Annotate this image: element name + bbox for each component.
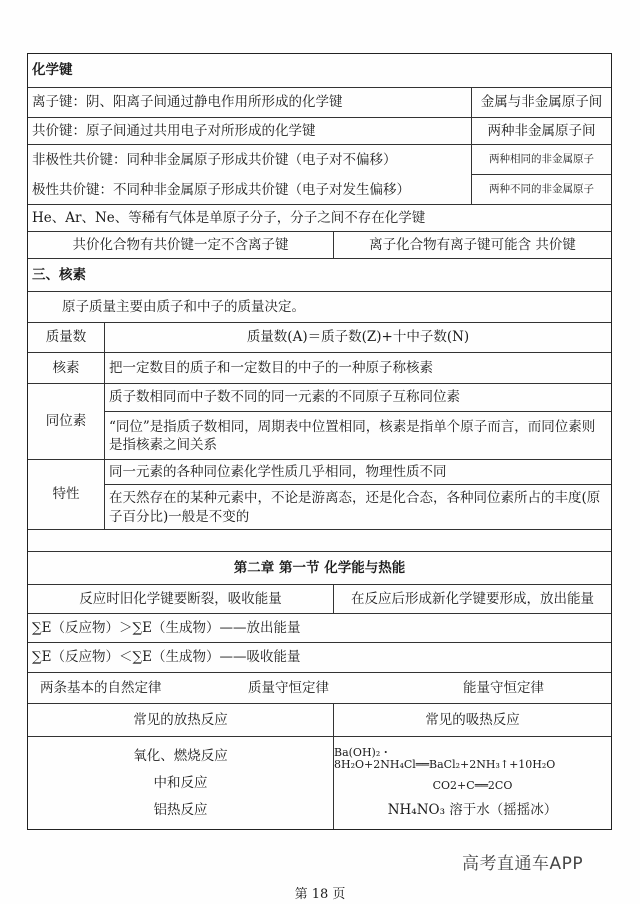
table-row — [28, 353, 611, 384]
section-heading-row — [28, 552, 611, 585]
covalent-bond-between: 两种非金属原子间 — [471, 118, 611, 144]
table-row — [28, 460, 611, 530]
nuclide-definition: 把一定数目的质子和一定数目的中子的一种原子称核素 — [104, 353, 611, 383]
property-label: 特性 — [52, 486, 80, 503]
exothermic-list — [28, 737, 333, 829]
mass-number-formula: 质量数(A)＝质子数(Z)+十中子数(N) — [104, 323, 611, 352]
table-row — [28, 614, 611, 643]
table-row — [28, 384, 611, 460]
page-number: 第 18 页 — [294, 887, 346, 902]
section-heading: 三、核素 — [32, 266, 86, 283]
exothermic-rule: ∑E（反应物）＞∑E（生成物）——放出能量 — [32, 619, 301, 636]
list-item: Ba(OH)₂・8H₂O+2NH₄Cl══BaCl₂+2NH₃↑+10H₂O — [334, 746, 556, 772]
endothermic-header: 常见的吸热反应 — [333, 704, 611, 736]
table-row — [28, 118, 611, 145]
list-item: CO2+C══2CO — [432, 778, 513, 792]
bond-form-note: 在反应后形成新化学键要形成，放出能量 — [333, 585, 611, 613]
list-item: 铝热反应 — [153, 801, 208, 818]
table-row — [28, 205, 611, 232]
content-table — [27, 53, 612, 830]
table-row — [28, 145, 611, 205]
app-watermark: 高考直通车APP — [462, 854, 584, 874]
table-row — [28, 232, 611, 259]
isotope-label: 同位素 — [45, 413, 87, 430]
isotope-note: “同位”是指质子数相同，周期表中位置相同，核素是指单个原子而言，而同位素则是指核素之间关系 — [104, 412, 611, 460]
table-row — [28, 88, 611, 118]
ionic-bond-between: 金属与非金属原子间 — [471, 88, 611, 117]
table-row — [28, 292, 611, 323]
energy-conservation-law: 能量守恒定律 — [463, 679, 544, 696]
covalent-bond-definition: 共价键：原子间通过共用电子对所形成的化学键 — [32, 122, 316, 139]
covalent-compound-note: 共价化合物有共价键一定不含离子键 — [72, 236, 289, 253]
table-row — [28, 585, 611, 614]
section-heading-row — [28, 259, 611, 292]
noble-gas-note: He、Ar、Ne、等稀有气体是单原子分子，分子之间不存在化学键 — [32, 209, 426, 226]
empty-row — [28, 530, 611, 552]
property-chemical: 同一元素的各种同位素化学性质几乎相同，物理性质不同 — [104, 460, 611, 485]
section-heading-row — [28, 54, 611, 88]
table-row — [28, 704, 611, 737]
mass-conservation-law: 质量守恒定律 — [248, 679, 329, 696]
list-item: 氧化、燃烧反应 — [133, 748, 228, 765]
table-row — [28, 643, 611, 673]
polar-bond-between: 两种不同的非金属原子 — [471, 175, 611, 205]
endothermic-rule: ∑E（反应物）＜∑E（生成物）——吸收能量 — [32, 649, 301, 666]
table-row — [28, 323, 611, 353]
polar-bond-definition: 极性共价键：不同种非金属原子形成共价键（电子对发生偏移） — [32, 181, 410, 198]
mass-number-label: 质量数 — [45, 329, 87, 346]
isotope-definition: 质子数相同而中子数不同的同一元素的不同原子互称同位素 — [104, 384, 611, 412]
exothermic-header: 常见的放热反应 — [133, 711, 228, 728]
ionic-bond-definition: 离子键：阴、阳离子间通过静电作用所形成的化学键 — [32, 94, 343, 111]
nonpolar-bond-between: 两种相同的非金属原子 — [471, 145, 611, 175]
endothermic-list — [333, 737, 611, 829]
property-abundance: 在天然存在的某种元素中，不论是游离态，还是化合态，各种同位素所占的丰度(原子百分比)一般是不变的 — [104, 485, 611, 530]
chapter-heading: 第二章 第一节 化学能与热能 — [233, 559, 406, 576]
list-item: NH₄NO₃ 溶于水（摇摇冰） — [387, 801, 558, 818]
natural-laws-label: 两条基本的自然定律 — [40, 679, 162, 696]
nuclide-intro: 原子质量主要由质子和中子的质量决定。 — [62, 298, 305, 315]
list-item: 中和反应 — [153, 774, 208, 791]
table-row — [28, 737, 611, 829]
ionic-compound-note: 离子化合物有离子键可能含 共价键 — [333, 232, 611, 258]
section-heading: 化学键 — [32, 62, 73, 79]
nonpolar-bond-definition: 非极性共价键：同种非金属原子形成共价键（电子对不偏移） — [32, 151, 397, 168]
nuclide-label: 核素 — [52, 359, 80, 376]
bond-break-note: 反应时旧化学键要断裂，吸收能量 — [79, 590, 282, 607]
table-row — [28, 673, 611, 704]
